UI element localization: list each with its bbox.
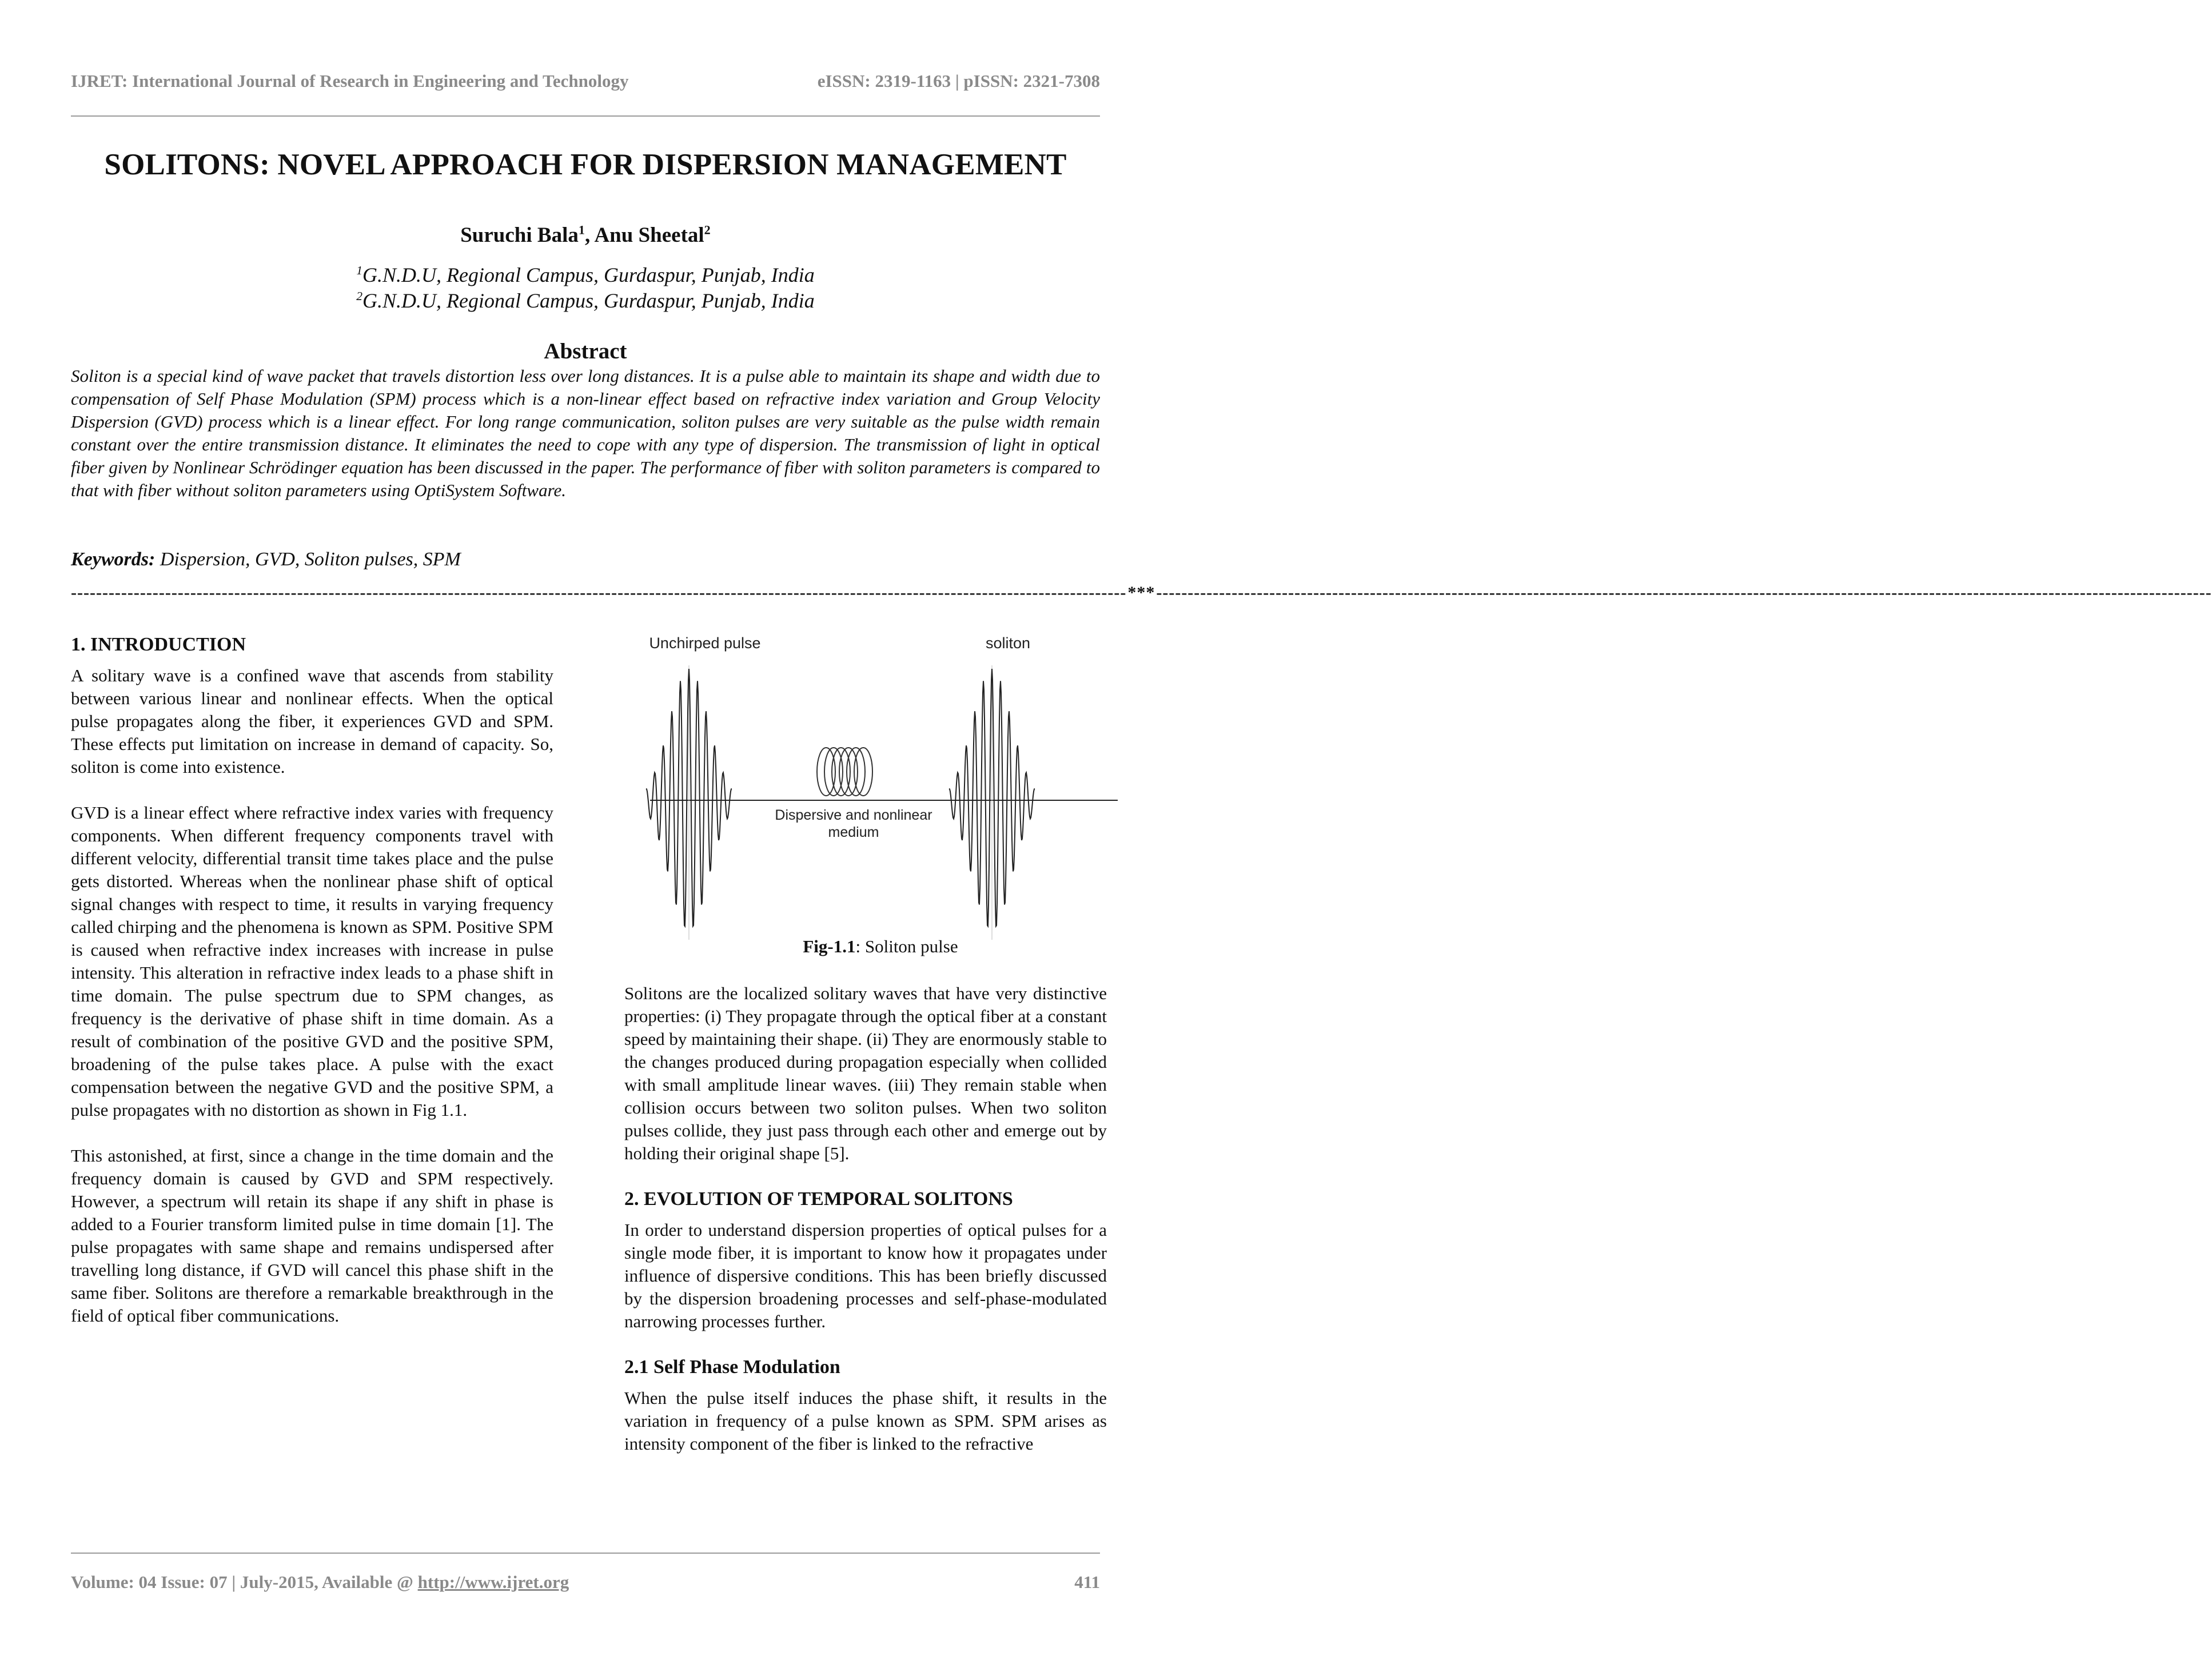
paragraph: GVD is a linear effect where refractive index varies with frequency components. When different frequency components travel with different velocity, differential transit time takes place and the pulse gets distorted. Whereas when the nonlinear phase shift of optical signal changes with respect to time, it results in varying frequency called chirping and the phenomena is known as SPM. Positive SPM is caused when refractive index increases with increase in pulse intensity. This alteration in refractive index leads to a phase shift in time domain. The pulse spectrum due to SPM changes, as frequency is the derivative of phase shift in time domain. As a result of combination of the positive GVD and the positive SPM, broadening of the pulse takes place. A pulse with the exact compensation between the negative GVD and the positive SPM, a pulse propagates with no distortion as shown in Fig 1.1. [71, 803, 553, 1120]
keywords-text: Dispersion, GVD, Soliton pulses, SPM [155, 549, 461, 570]
affiliation-text: G.N.D.U, Regional Campus, Gurdaspur, Punjab, India [362, 264, 815, 286]
figure-caption-label: Fig-1.1 [803, 936, 856, 956]
author-separator: , [584, 224, 595, 247]
subsection-heading: 2.1 Self Phase Modulation [624, 1356, 840, 1378]
paper-title: SOLITONS: NOVEL APPROACH FOR DISPERSION MANAGEMENT [104, 148, 1067, 181]
label-unchirped: Unchirped pulse [649, 635, 761, 652]
section-heading: 2. EVOLUTION OF TEMPORAL SOLITONS [624, 1188, 1013, 1210]
label-soliton: soliton [985, 635, 1031, 652]
page-number: 411 [1074, 1572, 1100, 1592]
running-footer [71, 1572, 1100, 1597]
label-medium-line1: Dispersive and nonlinear [775, 807, 932, 823]
paragraph: In order to understand dispersion properties of optical pulses for a single mode fiber, it is important to know how it propagates under influence of dispersive conditions. This has been briefly discussed by the dispersion broadening processes and self-phase-modulated narrowing processes further. [624, 1220, 1107, 1331]
section-heading: 1. INTRODUCTION [71, 634, 246, 655]
header-rule [71, 115, 1100, 117]
soliton-diagram [643, 631, 1118, 940]
figure-caption [643, 936, 1118, 957]
paragraph: This astonished, at first, since a change in the time domain and the frequency domain is caused by GVD and SPM respectively. However, a spectrum will retain its shape if any shift in phase is added to a Fourier transform limited pulse in time domain [1]. The pulse propagates with same shape and remains undispersed after travelling long distance, if GVD will cancel this phase shift in the same fiber. Solitons are therefore a remarkable breakthrough in the field of optical fiber communications. [71, 1146, 553, 1326]
author-name: Anu Sheetal [594, 224, 704, 247]
figure-soliton-pulse [643, 631, 1118, 940]
author-sup: 2 [704, 222, 711, 237]
footer-rule [71, 1553, 1100, 1554]
paragraph: Solitons are the localized solitary waves that have very distinctive properties: (i) They propagate through the optical fiber at a constant speed by maintaining their shape. (ii) They are enormously stable to the changes produced during propagation especially when collided with small amplitude linear waves. (iii) They remain stable when collision occurs between two soliton pulses. When two soliton pulses collide, they just pass through each other and emerge out by holding their original shape [5]. [624, 983, 1107, 1163]
affiliation-sup: 1 [356, 264, 363, 277]
keywords-label: Keywords: [71, 549, 156, 570]
author-sup: 1 [578, 222, 585, 237]
affiliation-text: G.N.D.U, Regional Campus, Gurdaspur, Punjab, India [362, 289, 815, 312]
affiliation [71, 289, 1100, 313]
author-name: Suruchi Bala [460, 224, 579, 247]
separator-stars: *** [1127, 583, 1155, 602]
abstract-text: Soliton is a special kind of wave packet that travels distortion less over long distances. It is a pulse able to maintain its shape and width due to compensation of Self Phase Modulation (SPM) process which is a non-linear effect based on refractive index variation and Group Velocity Dispersion (GVD) process which is a linear effect. For long range communication, soliton pulses are very suitable as the pulse width remain constant over the entire transmission distance. It eliminates the need to cope with any type of dispersion. The transmission of light in optical fiber given by Nonlinear Schrödinger equation has been discussed in the paper. The performance of fiber with soliton parameters is compared to that with fiber without soliton parameters using OptiSystem Software. [71, 366, 1100, 500]
affiliation [71, 263, 1100, 287]
section-separator: ------------------------------------------------------------------------------------------------------------------------------------------------------------------------ *** ------------------------------------------------------------------------------------------------------------------------------------------------------------------------ [71, 583, 1100, 606]
running-header [71, 71, 1100, 96]
right-column [624, 982, 1107, 1478]
issn: eISSN: 2319-1163 | pISSN: 2321-7308 [817, 71, 1100, 91]
fiber-coil-icon [817, 748, 872, 796]
label-medium-line2: medium [828, 824, 879, 840]
paragraph: When the pulse itself induces the phase shift, it results in the variation in frequency of a pulse known as SPM. SPM arises as intensity component of the fiber is linked to the refractive [624, 1388, 1107, 1454]
journal-link[interactable]: http://www.ijret.org [417, 1572, 569, 1592]
keywords [71, 549, 1100, 570]
paragraph: A solitary wave is a confined wave that ascends from stability between various linear and nonlinear effects. When the optical pulse propagates along the fiber, it experiences GVD and SPM. These effects put limitation on increase in demand of capacity. So, soliton is come into existence. [71, 665, 553, 777]
affiliation-sup: 2 [356, 289, 363, 303]
authors [71, 223, 1100, 248]
abstract-heading: Abstract [544, 339, 627, 364]
figure-caption-text: : Soliton pulse [855, 936, 958, 956]
footer-text: Volume: 04 Issue: 07 | July-2015, Available @ [71, 1572, 418, 1592]
left-column [71, 633, 553, 1350]
journal-name: IJRET: International Journal of Research in Engineering and Technology [71, 71, 629, 91]
